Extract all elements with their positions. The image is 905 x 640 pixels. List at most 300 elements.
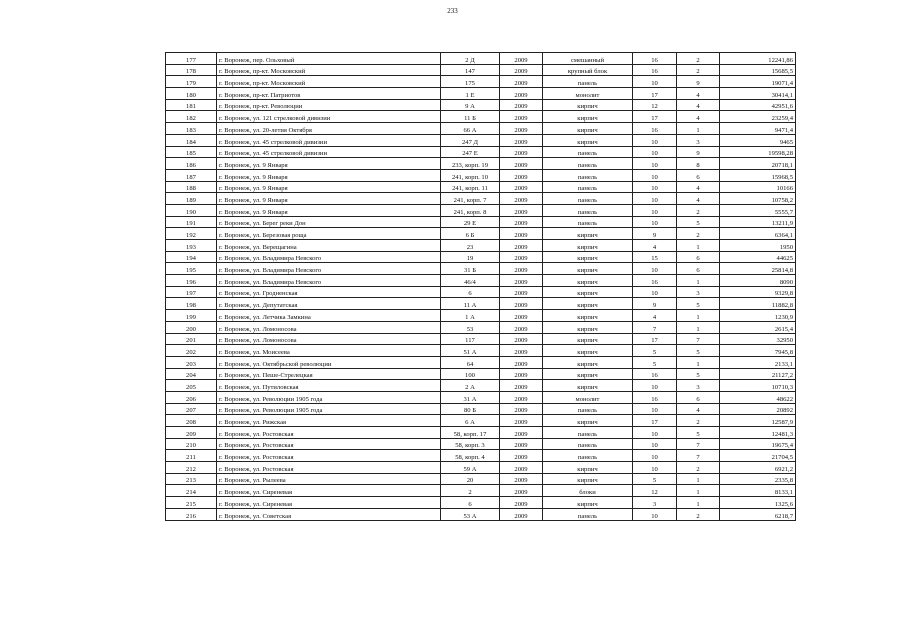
house-number-cell: 1 Е [441,88,500,100]
row-number-cell: 194 [166,251,217,263]
table-row [166,473,796,485]
row-number-cell: 203 [166,356,217,368]
area-cell: 19071,4 [720,76,796,88]
entrances-cell: 6 [677,169,720,181]
wall-material-cell: панель [543,169,633,181]
address-cell: г. Воронеж, ул. Ростовская [217,438,441,450]
entrances-cell: 7 [677,438,720,450]
house-number-cell: 58, корп. 3 [441,438,500,450]
address-cell: г. Воронеж, пр-кт. Московский [217,76,441,88]
floors-cell: 10 [633,427,677,439]
area-cell: 2335,8 [720,473,796,485]
table-row [166,193,796,205]
address-cell: г. Воронеж, ул. Владимира Невского [217,251,441,263]
house-number-cell: 147 [441,64,500,76]
housing-registry-table [165,52,796,521]
entrances-cell: 4 [677,99,720,111]
year-cell: 2009 [500,228,543,240]
table-row [166,450,796,462]
year-cell: 2009 [500,497,543,509]
address-cell: г. Воронеж, ул. Ломоносова [217,333,441,345]
wall-material-cell: кирпич [543,345,633,357]
wall-material-cell: панель [543,438,633,450]
row-number-cell: 191 [166,216,217,228]
year-cell: 2009 [500,310,543,322]
house-number-cell: 6 Б [441,228,500,240]
floors-cell: 10 [633,508,677,520]
floors-cell: 10 [633,216,677,228]
year-cell: 2009 [500,356,543,368]
house-number-cell: 31 А [441,391,500,403]
house-number-cell: 31 Б [441,263,500,275]
table-row [166,497,796,509]
row-number-cell: 209 [166,427,217,439]
entrances-cell: 4 [677,193,720,205]
year-cell: 2009 [500,263,543,275]
house-number-cell: 241, корп. 8 [441,204,500,216]
address-cell: г. Воронеж, ул. Верещагина [217,240,441,252]
address-cell: г. Воронеж, ул. Ломоносова [217,321,441,333]
area-cell: 44625 [720,251,796,263]
address-cell: г. Воронеж, ул. 9 Января [217,181,441,193]
table-row [166,216,796,228]
table-row [166,240,796,252]
row-number-cell: 196 [166,275,217,287]
wall-material-cell: кирпич [543,321,633,333]
entrances-cell: 4 [677,111,720,123]
table-row [166,286,796,298]
entrances-cell: 1 [677,485,720,497]
table-row [166,181,796,193]
table-row [166,251,796,263]
table-row [166,391,796,403]
floors-cell: 10 [633,193,677,205]
entrances-cell: 7 [677,450,720,462]
entrances-cell: 1 [677,240,720,252]
entrances-cell: 5 [677,345,720,357]
row-number-cell: 190 [166,204,217,216]
wall-material-cell: кирпич [543,228,633,240]
wall-material-cell: кирпич [543,368,633,380]
row-number-cell: 204 [166,368,217,380]
area-cell: 1950 [720,240,796,252]
table-row [166,508,796,520]
table-row [166,169,796,181]
row-number-cell: 205 [166,380,217,392]
year-cell: 2009 [500,403,543,415]
year-cell: 2009 [500,158,543,170]
year-cell: 2009 [500,53,543,65]
row-number-cell: 186 [166,158,217,170]
table-row [166,204,796,216]
entrances-cell: 5 [677,216,720,228]
entrances-cell: 4 [677,403,720,415]
address-cell: г. Воронеж, ул. Сиреневая [217,485,441,497]
entrances-cell: 3 [677,286,720,298]
entrances-cell: 6 [677,251,720,263]
address-cell: г. Воронеж, ул. 9 Января [217,158,441,170]
address-cell: г. Воронеж, ул. Сиреневая [217,497,441,509]
year-cell: 2009 [500,462,543,474]
row-number-cell: 180 [166,88,217,100]
address-cell: г. Воронеж, ул. 9 Января [217,204,441,216]
row-number-cell: 181 [166,99,217,111]
table-row [166,123,796,135]
house-number-cell: 80 Б [441,403,500,415]
area-cell: 2133,1 [720,356,796,368]
floors-cell: 9 [633,228,677,240]
floors-cell: 10 [633,76,677,88]
area-cell: 15685,5 [720,64,796,76]
entrances-cell: 6 [677,263,720,275]
house-number-cell: 29 Е [441,216,500,228]
house-number-cell: 53 [441,321,500,333]
house-number-cell: 117 [441,333,500,345]
house-number-cell: 247 Д [441,134,500,146]
address-cell: г. Воронеж, пр-кт. Революции [217,99,441,111]
area-cell: 10166 [720,181,796,193]
area-cell: 5555,7 [720,204,796,216]
wall-material-cell: кирпич [543,462,633,474]
entrances-cell: 2 [677,508,720,520]
wall-material-cell: панель [543,204,633,216]
entrances-cell: 5 [677,427,720,439]
row-number-cell: 216 [166,508,217,520]
entrances-cell: 6 [677,391,720,403]
house-number-cell: 2 [441,485,500,497]
row-number-cell: 214 [166,485,217,497]
house-number-cell: 2 Д [441,53,500,65]
row-number-cell: 177 [166,53,217,65]
wall-material-cell: панель [543,508,633,520]
house-number-cell: 58, корп. 4 [441,450,500,462]
floors-cell: 10 [633,403,677,415]
year-cell: 2009 [500,427,543,439]
year-cell: 2009 [500,368,543,380]
area-cell: 1325,6 [720,497,796,509]
floors-cell: 10 [633,158,677,170]
wall-material-cell: кирпич [543,99,633,111]
floors-cell: 10 [633,204,677,216]
house-number-cell: 53 А [441,508,500,520]
house-number-cell: 20 [441,473,500,485]
area-cell: 30414,1 [720,88,796,100]
address-cell: г. Воронеж, ул. 45 стрелковой дивизии [217,146,441,158]
wall-material-cell: монолит [543,391,633,403]
house-number-cell: 2 А [441,380,500,392]
area-cell: 20892 [720,403,796,415]
house-number-cell: 9 А [441,99,500,111]
house-number-cell: 66 А [441,123,500,135]
floors-cell: 4 [633,240,677,252]
entrances-cell: 2 [677,415,720,427]
table-row [166,403,796,415]
year-cell: 2009 [500,64,543,76]
row-number-cell: 215 [166,497,217,509]
entrances-cell: 1 [677,310,720,322]
year-cell: 2009 [500,99,543,111]
floors-cell: 5 [633,473,677,485]
table-row [166,485,796,497]
area-cell: 6921,2 [720,462,796,474]
floors-cell: 9 [633,298,677,310]
area-cell: 13211,9 [720,216,796,228]
table-row [166,310,796,322]
floors-cell: 16 [633,368,677,380]
house-number-cell: 6 [441,286,500,298]
floors-cell: 3 [633,497,677,509]
address-cell: г. Воронеж, ул. Ростовская [217,450,441,462]
address-cell: г. Воронеж, ул. 9 Января [217,169,441,181]
floors-cell: 5 [633,356,677,368]
address-cell: г. Воронеж, ул. Моисеева [217,345,441,357]
wall-material-cell: кирпич [543,310,633,322]
house-number-cell: 11 Б [441,111,500,123]
floors-cell: 5 [633,345,677,357]
house-number-cell: 233, корп. 19 [441,158,500,170]
year-cell: 2009 [500,193,543,205]
entrances-cell: 5 [677,368,720,380]
floors-cell: 12 [633,485,677,497]
address-cell: г. Воронеж, ул. Рижская [217,415,441,427]
floors-cell: 10 [633,169,677,181]
area-cell: 23259,4 [720,111,796,123]
entrances-cell: 1 [677,275,720,287]
table-row [166,111,796,123]
address-cell: г. Воронеж, ул. 121 стрелковой дивизии [217,111,441,123]
address-cell: г. Воронеж, пр-кт. Патриотов [217,88,441,100]
wall-material-cell: кирпич [543,380,633,392]
row-number-cell: 193 [166,240,217,252]
wall-material-cell: панель [543,158,633,170]
house-number-cell: 1 А [441,310,500,322]
table-row [166,415,796,427]
wall-material-cell: кирпич [543,415,633,427]
address-cell: г. Воронеж, ул. 45 стрелковой дивизии [217,134,441,146]
wall-material-cell: кирпич [543,240,633,252]
address-cell: г. Воронеж, ул. Революции 1905 года [217,391,441,403]
entrances-cell: 3 [677,134,720,146]
year-cell: 2009 [500,251,543,263]
entrances-cell: 7 [677,333,720,345]
entrances-cell: 8 [677,158,720,170]
row-number-cell: 179 [166,76,217,88]
table-row [166,275,796,287]
entrances-cell: 2 [677,228,720,240]
row-number-cell: 200 [166,321,217,333]
entrances-cell: 1 [677,473,720,485]
row-number-cell: 192 [166,228,217,240]
row-number-cell: 201 [166,333,217,345]
row-number-cell: 211 [166,450,217,462]
year-cell: 2009 [500,181,543,193]
entrances-cell: 5 [677,298,720,310]
year-cell: 2009 [500,415,543,427]
floors-cell: 17 [633,111,677,123]
table-row [166,356,796,368]
house-number-cell: 59 А [441,462,500,474]
house-number-cell: 241, корп. 7 [441,193,500,205]
row-number-cell: 213 [166,473,217,485]
floors-cell: 10 [633,450,677,462]
entrances-cell: 2 [677,53,720,65]
wall-material-cell: кирпич [543,286,633,298]
floors-cell: 10 [633,263,677,275]
year-cell: 2009 [500,391,543,403]
area-cell: 9471,4 [720,123,796,135]
wall-material-cell: кирпич [543,123,633,135]
table-row [166,462,796,474]
entrances-cell: 2 [677,64,720,76]
address-cell: г. Воронеж, ул. Путиловская [217,380,441,392]
wall-material-cell: панель [543,193,633,205]
page-number: 233 [447,7,458,15]
row-number-cell: 207 [166,403,217,415]
entrances-cell: 4 [677,88,720,100]
row-number-cell: 206 [166,391,217,403]
wall-material-cell: панель [543,76,633,88]
row-number-cell: 184 [166,134,217,146]
address-cell: г. Воронеж, ул. Депутатская [217,298,441,310]
wall-material-cell: кирпич [543,134,633,146]
house-number-cell: 46/4 [441,275,500,287]
year-cell: 2009 [500,88,543,100]
entrances-cell: 1 [677,497,720,509]
address-cell: г. Воронеж, ул. Революции 1905 года [217,403,441,415]
house-number-cell: 175 [441,76,500,88]
address-cell: г. Воронеж, ул. Березовая роща [217,228,441,240]
table-row [166,53,796,65]
table-row [166,345,796,357]
floors-cell: 16 [633,64,677,76]
wall-material-cell: панель [543,181,633,193]
year-cell: 2009 [500,508,543,520]
house-number-cell: 51 А [441,345,500,357]
table-row [166,368,796,380]
address-cell: г. Воронеж, ул. Владимира Невского [217,263,441,275]
table-row [166,333,796,345]
year-cell: 2009 [500,321,543,333]
row-number-cell: 182 [166,111,217,123]
address-cell: г. Воронеж, ул. Октябрьской революции [217,356,441,368]
area-cell: 32950 [720,333,796,345]
floors-cell: 16 [633,391,677,403]
wall-material-cell: кирпич [543,473,633,485]
area-cell: 9329,8 [720,286,796,298]
wall-material-cell: панель [543,216,633,228]
area-cell: 6218,7 [720,508,796,520]
wall-material-cell: кирпич [543,263,633,275]
wall-material-cell: смешанный [543,53,633,65]
address-cell: г. Воронеж, ул. Ростовская [217,427,441,439]
house-number-cell: 58, корп. 17 [441,427,500,439]
area-cell: 19675,4 [720,438,796,450]
row-number-cell: 208 [166,415,217,427]
floors-cell: 16 [633,123,677,135]
wall-material-cell: панель [543,427,633,439]
address-cell: г. Воронеж, ул. Гродненская [217,286,441,298]
row-number-cell: 185 [166,146,217,158]
year-cell: 2009 [500,485,543,497]
area-cell: 11882,8 [720,298,796,310]
row-number-cell: 187 [166,169,217,181]
table-row [166,99,796,111]
area-cell: 42951,6 [720,99,796,111]
table-row [166,380,796,392]
wall-material-cell: кирпич [543,333,633,345]
row-number-cell: 189 [166,193,217,205]
house-number-cell: 247 Е [441,146,500,158]
year-cell: 2009 [500,333,543,345]
address-cell: г. Воронеж, ул. Ростовская [217,462,441,474]
row-number-cell: 183 [166,123,217,135]
area-cell: 12587,9 [720,415,796,427]
year-cell: 2009 [500,240,543,252]
table-row [166,228,796,240]
area-cell: 25814,8 [720,263,796,275]
table-row [166,146,796,158]
wall-material-cell: кирпич [543,356,633,368]
house-number-cell: 6 [441,497,500,509]
year-cell: 2009 [500,275,543,287]
table-row [166,263,796,275]
house-number-cell: 6 А [441,415,500,427]
entrances-cell: 4 [677,181,720,193]
house-number-cell: 23 [441,240,500,252]
row-number-cell: 212 [166,462,217,474]
row-number-cell: 199 [166,310,217,322]
area-cell: 15968,5 [720,169,796,181]
area-cell: 19598,28 [720,146,796,158]
wall-material-cell: кирпич [543,298,633,310]
floors-cell: 15 [633,251,677,263]
year-cell: 2009 [500,134,543,146]
floors-cell: 17 [633,333,677,345]
floors-cell: 10 [633,286,677,298]
floors-cell: 10 [633,438,677,450]
area-cell: 8133,1 [720,485,796,497]
area-cell: 10758,2 [720,193,796,205]
row-number-cell: 188 [166,181,217,193]
wall-material-cell: блоки [543,485,633,497]
floors-cell: 17 [633,415,677,427]
area-cell: 20718,1 [720,158,796,170]
area-cell: 2615,4 [720,321,796,333]
address-cell: г. Воронеж, пр-кт. Московский [217,64,441,76]
address-cell: г. Воронеж, ул. Рылеева [217,473,441,485]
year-cell: 2009 [500,216,543,228]
year-cell: 2009 [500,111,543,123]
house-number-cell: 241, корп. 10 [441,169,500,181]
entrances-cell: 3 [677,380,720,392]
house-number-cell: 241, корп. 11 [441,181,500,193]
wall-material-cell: кирпич [543,497,633,509]
area-cell: 8090 [720,275,796,287]
floors-cell: 7 [633,321,677,333]
address-cell: г. Воронеж, ул. 9 Января [217,193,441,205]
year-cell: 2009 [500,298,543,310]
house-number-cell: 64 [441,356,500,368]
table-row [166,158,796,170]
floors-cell: 10 [633,462,677,474]
entrances-cell: 1 [677,321,720,333]
area-cell: 21704,5 [720,450,796,462]
year-cell: 2009 [500,286,543,298]
address-cell: г. Воронеж, ул. Летчика Замкина [217,310,441,322]
table-row [166,321,796,333]
area-cell: 9465 [720,134,796,146]
floors-cell: 10 [633,181,677,193]
